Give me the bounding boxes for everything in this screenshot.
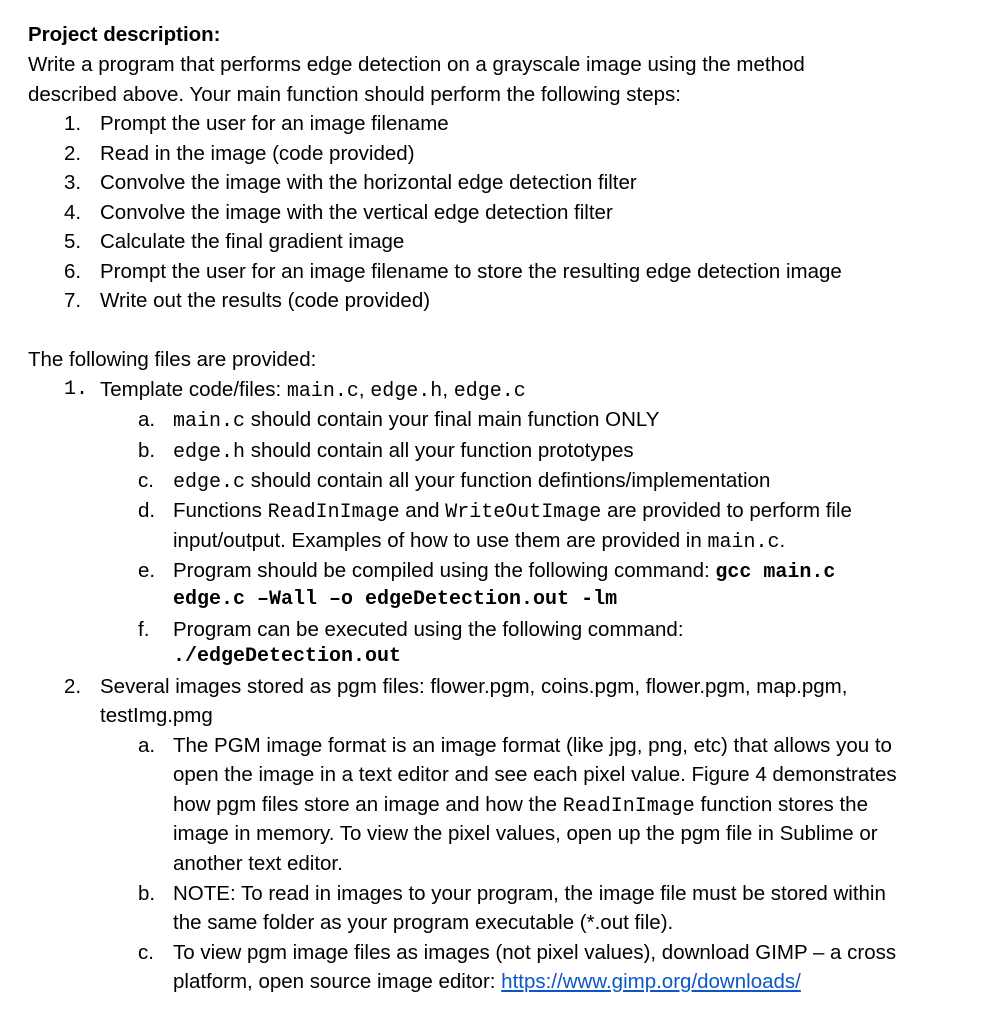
subitem-2a-line-1: The PGM image format is an image format (like jpg, png, etc) that allows you to: [173, 734, 892, 757]
subitem-2a-line-3: [173, 791, 868, 821]
item2-line-1: Several images stored as pgm files: flower.pgm, coins.pgm, flower.pgm, map.pgm,: [100, 675, 848, 698]
gimp-download-link[interactable]: https://www.gimp.org/downloads/: [501, 970, 801, 993]
code-ref: edge.h: [173, 441, 246, 464]
subitem-1d-line-2: [173, 527, 785, 557]
subitem-1b: [173, 437, 634, 467]
subitem-1e-line-1: [173, 557, 835, 587]
code-ref: ReadInImage: [562, 795, 695, 818]
subitem-2b-line-2: the same folder as your program executable (*.out file).: [173, 911, 674, 934]
subitem-1c: [173, 467, 770, 497]
step-text: Convolve the image with the horizontal edge detection filter: [100, 171, 637, 194]
subitem-letter: a.: [138, 408, 156, 431]
subitem-letter: b.: [138, 439, 156, 462]
subitem-text: Program should be compiled using the following command:: [173, 559, 716, 582]
item2-line-2: testImg.pmg: [100, 704, 213, 727]
run-command: ./edgeDetection.out: [173, 645, 402, 668]
code-ref: main.c: [707, 531, 780, 554]
subitem-letter: a.: [138, 734, 156, 757]
subitem-text: input/output. Examples of how to use them are provided in: [173, 529, 708, 552]
subitem-letter: b.: [138, 882, 156, 905]
step-number: 3.: [64, 171, 82, 194]
subitem-letter: f.: [138, 618, 150, 641]
step-text: Prompt the user for an image filename to store the resulting edge detection image: [100, 260, 842, 283]
subitem-2c-line-2: [173, 968, 801, 996]
subitem-text: and: [399, 499, 446, 522]
step-number: 6.: [64, 260, 82, 283]
file-edge-h: edge.h: [370, 380, 443, 403]
step-number: 2.: [64, 142, 82, 165]
code-ref: main.c: [173, 410, 246, 433]
section-heading: Project description:: [28, 23, 221, 46]
step-text: Write out the results (code provided): [100, 289, 431, 312]
subitem-2a-line-4: image in memory. To view the pixel values, open up the pgm file in Sublime or: [173, 822, 878, 845]
code-ref: edge.c: [173, 471, 246, 494]
subitem-text: .: [779, 529, 786, 552]
subitem-1f-text: Program can be executed using the following command:: [173, 618, 684, 641]
step-number: 1.: [64, 112, 82, 135]
subitem-text: should contain all your function defintions/implementation: [245, 469, 771, 492]
code-ref: WriteOutImage: [445, 501, 602, 524]
step-number: 4.: [64, 201, 82, 224]
item1-number: 1.: [64, 378, 89, 401]
intro-line-2: described above. Your main function should perform the following steps:: [28, 83, 681, 106]
step-text: Read in the image (code provided): [100, 142, 415, 165]
subitem-text: should contain all your function prototypes: [245, 439, 634, 462]
subitem-1a: [173, 406, 659, 436]
subitem-2a-line-2: open the image in a text editor and see each pixel value. Figure 4 demonstrates: [173, 763, 897, 786]
compile-command-cont: edge.c –Wall –o edgeDetection.out -lm: [173, 588, 618, 611]
step-text: Calculate the final gradient image: [100, 230, 405, 253]
step-text: Prompt the user for an image filename: [100, 112, 449, 135]
provided-heading: The following files are provided:: [28, 348, 317, 371]
subitem-text: are provided to perform file: [601, 499, 852, 522]
subitem-letter: c.: [138, 469, 154, 492]
subitem-letter: c.: [138, 941, 154, 964]
compile-command: gcc main.c: [715, 561, 836, 584]
separator: ,: [358, 378, 371, 401]
code-ref: ReadInImage: [267, 501, 400, 524]
file-edge-c: edge.c: [453, 380, 526, 403]
subitem-text: should contain your final main function ONLY: [245, 408, 660, 431]
intro-line-1: Write a program that performs edge detection on a grayscale image using the method: [28, 53, 805, 76]
step-number: 7.: [64, 289, 82, 312]
step-number: 5.: [64, 230, 82, 253]
item2-number: 2.: [64, 675, 82, 698]
item1-line: [100, 376, 526, 406]
subitem-2b-line-1: NOTE: To read in images to your program, the image file must be stored within: [173, 882, 886, 905]
item1-label: Template code/files:: [100, 378, 287, 401]
subitem-2a-line-5: another text editor.: [173, 852, 343, 875]
step-text: Convolve the image with the vertical edge detection filter: [100, 201, 613, 224]
subitem-1d-line-1: [173, 497, 852, 527]
subitem-text: platform, open source image editor:: [173, 970, 502, 993]
subitem-2c-line-1: To view pgm image files as images (not pixel values), download GIMP – a cross: [173, 941, 897, 964]
subitem-text: function stores the: [694, 793, 868, 816]
subitem-text: how pgm files store an image and how the: [173, 793, 563, 816]
subitem-text: Functions: [173, 499, 268, 522]
subitem-letter: e.: [138, 559, 156, 582]
separator: ,: [442, 378, 454, 401]
subitem-letter: d.: [138, 499, 156, 522]
file-main-c: main.c: [286, 380, 359, 403]
